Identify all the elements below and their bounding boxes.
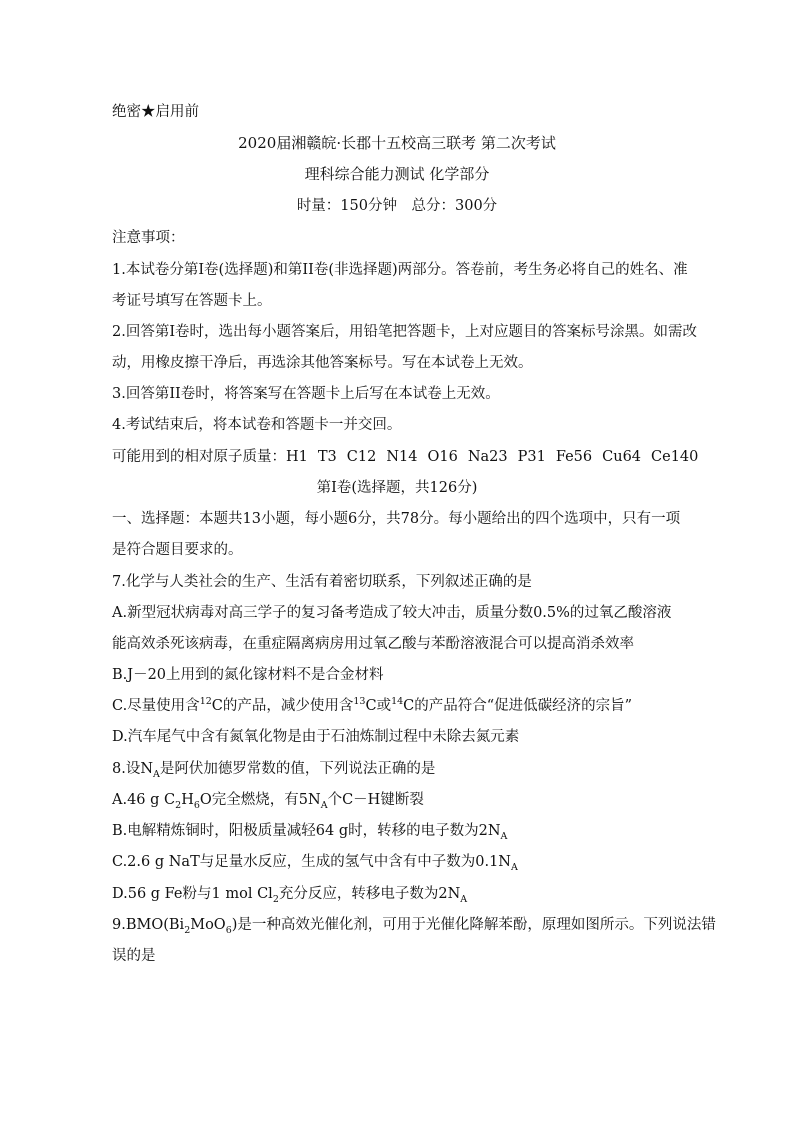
atomic-mass: C12 (346, 449, 377, 465)
part1-intro-line-2: 是符合题目要求的。 (112, 542, 243, 558)
text: D.56 g Fe粉与1 mol Cl (112, 886, 273, 902)
subscript: 6 (225, 924, 232, 936)
atomic-mass: Ce140 (651, 449, 699, 465)
atomic-mass: O16 (427, 449, 458, 465)
atomic-masses-label: 可能用到的相对原子质量： (112, 449, 286, 465)
text: C.2.6 g NaT与足量水反应，生成的氢气中含有中子数为0.1N (112, 854, 511, 870)
notes-heading: 注意事项： (112, 230, 185, 246)
atomic-mass: H1 (286, 449, 308, 465)
superscript: 14 (391, 696, 404, 708)
q9-stem-line-1 (112, 916, 716, 934)
subject-title: 理科综合能力测试 化学部分 (304, 165, 490, 183)
subscript: 6 (193, 799, 200, 811)
atomic-mass: N14 (386, 449, 418, 465)
atomic-mass: P31 (517, 449, 546, 465)
superscript: 13 (353, 696, 366, 708)
subscript: A (500, 830, 508, 842)
text: 是阿伏加德罗常数的值，下列说法正确的是 (159, 761, 436, 777)
subscript: A (153, 768, 160, 780)
text: B.电解精炼铜时，阳极质量减轻64 g时，转移的电子数为2N (112, 823, 501, 839)
q7-option-d: D.汽车尾气中含有氮氧化物是由于石油炼制过程中未除去氮元素 (112, 729, 520, 745)
subscript: 2 (272, 893, 279, 905)
atomic-mass: Fe56 (555, 449, 593, 465)
atomic-mass: T3 (317, 449, 337, 465)
text: C或 (365, 698, 392, 714)
q7-option-a-line-1: A.新型冠状病毒对高三学子的复习备考造成了较大冲击，质量分数0.5%的过氧乙酸溶液 (112, 605, 672, 621)
subscript: A (511, 861, 518, 873)
subscript: A (460, 893, 468, 905)
time-score: 时量：150分钟 总分：300分 (296, 198, 498, 214)
note-2-line-1: 2.回答第I卷时，选出每小题答案后，用铅笔把答题卡，上对应题目的答案标号涂黑。如需改 (112, 324, 698, 340)
text: A.46 g C (112, 792, 176, 808)
q8-option-c (112, 853, 518, 871)
text: H (181, 792, 194, 808)
superscript: 12 (199, 696, 212, 708)
secret-label: 绝密★启用前 (112, 104, 199, 120)
q8-stem (112, 760, 435, 778)
part1-intro-line-1: 一、选择题：本题共13小题，每小题6分，共78分。每小题给出的四个选项中，只有一项 (112, 511, 681, 527)
note-1-line-2: 考证号填写在答题卡上。 (112, 293, 272, 309)
text: C的产品符合“促进低碳经济的宗旨” (403, 698, 633, 714)
q7-option-b: B.J－20上用到的氮化镓材料不是合金材料 (112, 667, 384, 683)
q9-stem-line-2: 误的是 (112, 948, 156, 964)
note-1-line-1: 1.本试卷分第I卷(选择题)和第II卷(非选择题)两部分。答卷前，考生务必将自己的姓名、准 (112, 262, 688, 278)
subscript: A (320, 799, 328, 811)
q7-stem: 7.化学与人类社会的生产、生活有着密切联系，下列叙述正确的是 (112, 574, 532, 590)
atomic-mass: Cu64 (602, 449, 642, 465)
note-2-line-2: 动，用橡皮擦干净后，再选涂其他答案标号。写在本试卷上无效。 (112, 355, 533, 371)
note-3: 3.回答第II卷时，将答案写在答题卡上后写在本试卷上无效。 (112, 386, 500, 402)
part1-heading: 第I卷(选择题，共126分) (316, 480, 478, 496)
subscript: 2 (175, 799, 182, 811)
q7-option-a-line-2: 能高效杀死该病毒，在重症隔离病房用过氧乙酸与苯酚溶液混合可以提高消杀效率 (112, 636, 634, 652)
text: C.尽量使用含 (112, 698, 200, 714)
q7-option-c (112, 697, 632, 715)
q8-option-b (112, 822, 507, 840)
text: C的产品，减少使用含 (211, 698, 354, 714)
text: 个C－H键断裂 (327, 792, 424, 808)
text: O完全燃烧，有5N (199, 792, 321, 808)
atomic-mass: Na23 (467, 449, 508, 465)
q8-option-a (112, 791, 424, 809)
text: 9.BMO(Bi (112, 917, 185, 933)
subscript: 2 (184, 924, 191, 936)
text: MoO (190, 917, 226, 933)
q8-option-d (112, 885, 467, 903)
text: 8.设N (112, 761, 154, 777)
text: 充分反应，转移电子数为2N (278, 886, 461, 902)
note-4: 4.考试结束后，将本试卷和答题卡一并交回。 (112, 417, 402, 433)
text: )是一种高效光催化剂，可用于光催化降解苯酚，原理如图所示。下列说法错 (231, 917, 716, 933)
atomic-masses-line (112, 448, 708, 466)
exam-title: 2020届湘赣皖·长郡十五校高三联考 第二次考试 (238, 134, 556, 152)
